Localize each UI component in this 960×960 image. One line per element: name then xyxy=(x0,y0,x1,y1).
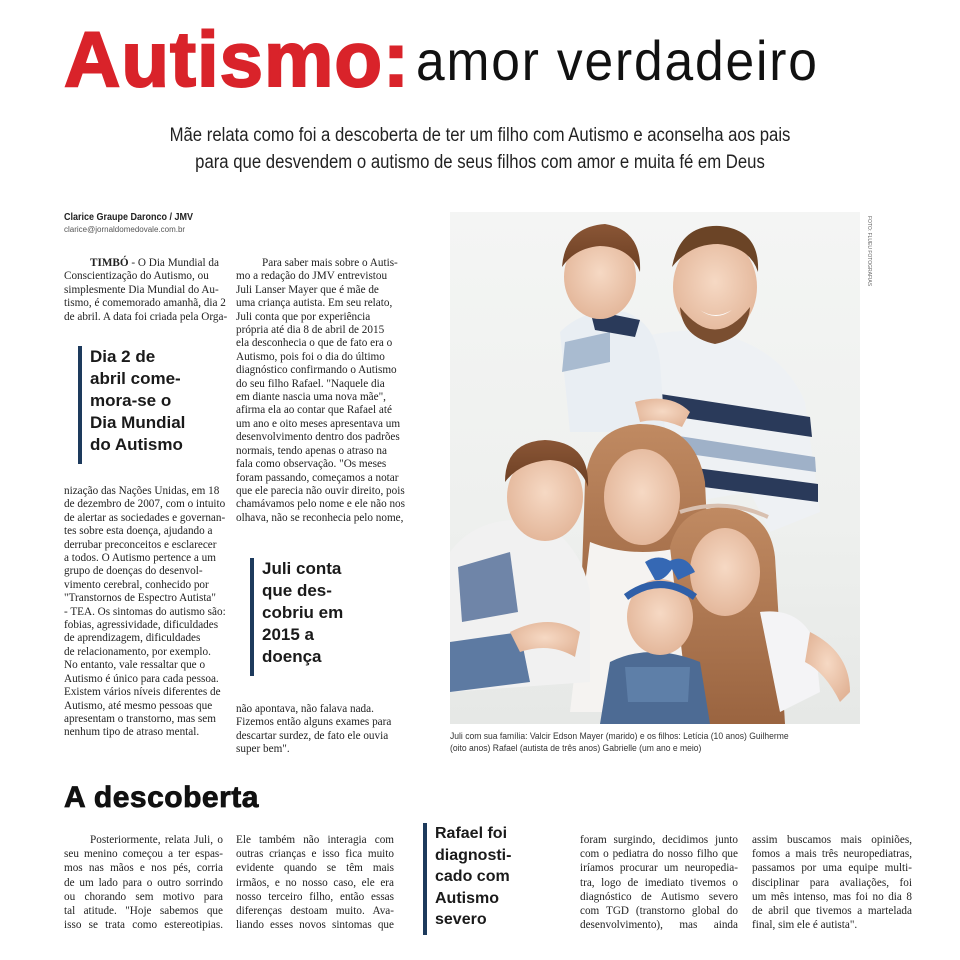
text-line: final, sim ele é autista". xyxy=(752,919,858,932)
text-line: foram surgindo, decidimos junto xyxy=(580,834,738,846)
text-line: chamávamos pelo nome e ele não nos xyxy=(236,498,405,511)
text-line: de um lado para o outro sorrindo xyxy=(64,876,223,889)
descoberta-column-1 xyxy=(64,833,223,932)
pullquote-line: cobriu em xyxy=(262,603,344,622)
text-line: uma criança autista. Em seu relato, xyxy=(236,297,393,310)
text-line: diagnóstico confirmando o Autismo xyxy=(236,364,397,377)
text-line: diferenças destoam muito. Ava- xyxy=(236,905,394,918)
text-line: isso se trata como estereotipias. xyxy=(64,919,223,932)
text-line-rest: - O Dia Mundial da xyxy=(131,257,219,269)
text-line: Posteriormente, relata Juli, o xyxy=(90,834,223,846)
text-line: com TGD (transtorno global do xyxy=(580,905,738,918)
pullquote-line: Dia 2 de xyxy=(90,347,156,366)
text-line: apresentam o transtorno, mas sem xyxy=(64,712,216,725)
text-line: derrubar preconceitos e esclarecer xyxy=(64,538,217,551)
column-2-bottom xyxy=(236,703,436,757)
text-line: outras crianças e isso fica muito xyxy=(236,848,394,861)
pullquote-line: Dia Mundial xyxy=(90,413,186,432)
author-email: clarice@jornaldomedovale.com.br xyxy=(64,225,186,234)
author-name: Clarice Graupe Daronco / JMV xyxy=(64,212,194,223)
text-line: um mês intenso, mas foi no dia 8 xyxy=(752,890,912,903)
text-line: normais, tendo apenas o atraso na xyxy=(236,444,387,457)
column-1-bottom xyxy=(64,485,234,740)
pullquote-line: doença xyxy=(262,647,322,666)
descoberta-column-4 xyxy=(752,833,912,932)
pullquote-line: 2015 a xyxy=(262,625,314,644)
family-photo xyxy=(450,212,860,724)
text-line: evidente quando se têm mais xyxy=(236,862,394,875)
text-line: descartar surdez, de fato ele ouvia xyxy=(236,729,389,742)
photo-credit: FOTO: FLUEU FOTOGRAFIAS xyxy=(866,216,872,287)
text-line: não apontava, não falava nada. xyxy=(236,703,374,715)
text-line: "Transtornos de Espectro Autista" xyxy=(64,592,216,605)
text-line: passamos por uma equipe multi- xyxy=(752,862,912,875)
text-line: tismo, é comemorado amanhã, dia 2 xyxy=(64,297,226,310)
text-line: assim buscamos mais opiniões, xyxy=(752,834,912,846)
text-line: olhava, não se reconhecia pelo nome, xyxy=(236,511,404,524)
pullquote-rafael xyxy=(423,823,511,935)
text-line: nosso terceiro filho, então essas xyxy=(236,890,394,903)
text-line: Existem vários níveis diferentes de xyxy=(64,686,221,699)
subhead-line: Mãe relata como foi a descoberta de ter um filho com Autismo e aconselha aos pais xyxy=(169,125,791,146)
text-line: do seu filho Rafael. "Naquele dia xyxy=(236,377,385,390)
text-line: mos nas mãos e nos pés, corria xyxy=(64,862,223,875)
text-line: Fizemos então alguns exames para xyxy=(236,716,392,729)
section-title: A descoberta xyxy=(64,781,259,814)
text-line: fobias, agressividade, dificuldades xyxy=(64,619,219,632)
text-line: Para saber mais sobre o Autis- xyxy=(262,257,398,269)
text-line: fala como observação. "Os meses xyxy=(236,458,387,471)
text-line: grupo de doenças do desenvol- xyxy=(64,565,203,578)
text-line: foram passando, começamos a notar xyxy=(236,471,399,484)
text-line: de abril que tivemos a martelada xyxy=(752,905,912,918)
pullquote-line: Autismo xyxy=(435,889,499,907)
text-line: disciplinar para avaliações, foi xyxy=(752,876,912,889)
text-line: a todos. O Autismo pertence a um xyxy=(64,552,216,565)
boy-guilherme xyxy=(450,440,590,692)
text-line: de aprendizagem, dificuldades xyxy=(64,632,201,645)
text-line: iríamos procurar um neuropedia- xyxy=(580,862,738,875)
pullquote-juli-conta xyxy=(250,558,343,676)
descoberta-column-3 xyxy=(580,833,738,932)
headline-red: Autismo: xyxy=(64,15,410,103)
pullquote-line: do Autismo xyxy=(90,435,183,454)
descoberta-column-2 xyxy=(236,833,394,932)
text-line: de abril. A data foi criada pela Orga- xyxy=(64,310,228,323)
photo-caption xyxy=(450,731,870,755)
text-line: com o pediatra do nosso filho que xyxy=(580,848,738,861)
text-line: de relacionamento, por exemplo. xyxy=(64,645,211,658)
pullquote-line: Rafael foi xyxy=(435,825,508,842)
text-line: super bem". xyxy=(236,743,290,756)
pullquote-line: diagnosti- xyxy=(435,846,512,864)
text-line: própria até dia 8 de abril de 2015 xyxy=(236,324,385,337)
text-line: que ele parecia não ouvir direito, pois xyxy=(236,484,405,497)
text-line: Autismo, até mesmo pessoas que xyxy=(64,699,213,712)
text-line: nização das Nações Unidas, em 18 xyxy=(64,485,220,497)
text-line: afirma ela ao contar que Rafael até xyxy=(236,404,392,417)
text-line: de alertar as sociedades e governan- xyxy=(64,511,226,524)
family-photo-illustration xyxy=(450,212,860,724)
text-line: No entanto, vale ressaltar que o xyxy=(64,659,206,672)
pullquote-line: Juli conta xyxy=(262,559,342,578)
text-line: Autismo, pois foi o dia do último xyxy=(236,350,385,363)
text-line: tal atitude. "Hoje sabemos que xyxy=(64,905,223,918)
text-line: seu menino começou a ter espas- xyxy=(64,848,223,861)
text-line: desenvolvimento), mas ainda xyxy=(580,919,738,932)
text-line: mo a redação do JMV entrevistou xyxy=(236,270,388,283)
text-line: desenvolvimento dentro dos padrões xyxy=(236,431,400,444)
text-line: nenhum tipo de atraso mental. xyxy=(64,726,200,739)
text-line xyxy=(64,257,234,270)
text-line: Conscientização do Autismo, ou xyxy=(64,270,209,283)
subheadline xyxy=(110,122,849,176)
text-line: Juli Lanser Mayer que é mãe de xyxy=(236,283,379,296)
column-1-top xyxy=(64,257,234,324)
text-line: Ele também não interagia com xyxy=(236,834,394,846)
text-line: liando esses novos sintomas que xyxy=(236,919,394,932)
caption-line: (oito anos) Rafael (autista de três anos) Gabrielle (um ano e meio) xyxy=(450,743,702,754)
pullquote-dia-mundial xyxy=(78,346,185,464)
text-line: um ano e oito meses apresentava um xyxy=(236,417,401,430)
text-line: de dezembro de 2007, com o intuito xyxy=(64,498,226,511)
headline xyxy=(64,14,854,104)
text-line: tra, logo de imediato tivemos o xyxy=(580,876,738,889)
text-line: tes sobre esta doença, ajudando a xyxy=(64,525,213,538)
text-line: diagnóstico de Autismo severo xyxy=(580,890,738,903)
caption-line: Juli com sua família: Valcir Edson Mayer (marido) e os filhos: Letícia (10 anos) Guilherme xyxy=(450,731,789,742)
text-line: fomos a mais três neuropediatras, xyxy=(752,848,912,861)
pullquote-line: severo xyxy=(435,911,487,928)
column-2-top xyxy=(236,257,436,525)
pullquote-line: cado com xyxy=(435,868,510,885)
text-line: Autismo é único para cada pessoa. xyxy=(64,672,219,685)
pullquote-line: que des- xyxy=(262,581,332,600)
text-line: Juli conta que por experiência xyxy=(236,310,371,323)
pullquote-line: abril come- xyxy=(90,369,181,388)
subhead-line: para que desvendem o autismo de seus filhos com amor e muita fé em Deus xyxy=(195,152,765,173)
text-line: vimento cerebral, conhecido por xyxy=(64,578,209,591)
boy-rafael xyxy=(560,224,690,432)
headline-black: amor verdadeiro xyxy=(415,29,819,92)
text-line: em diante nascia uma nova mãe", xyxy=(236,391,386,404)
pullquote-line: mora-se o xyxy=(90,391,172,410)
text-line: ou chorando sem motivo para xyxy=(64,890,223,903)
byline xyxy=(64,212,234,234)
text-line: simplesmente Dia Mundial do Au- xyxy=(64,283,219,296)
text-line: - TEA. Os sintomas do autismo são: xyxy=(64,605,226,618)
dateline: TIMBÓ xyxy=(90,257,129,269)
text-line: ela desconhecia o que de fato era o xyxy=(236,337,393,350)
text-line: irmãos, e no nosso caso, ele era xyxy=(236,876,394,889)
